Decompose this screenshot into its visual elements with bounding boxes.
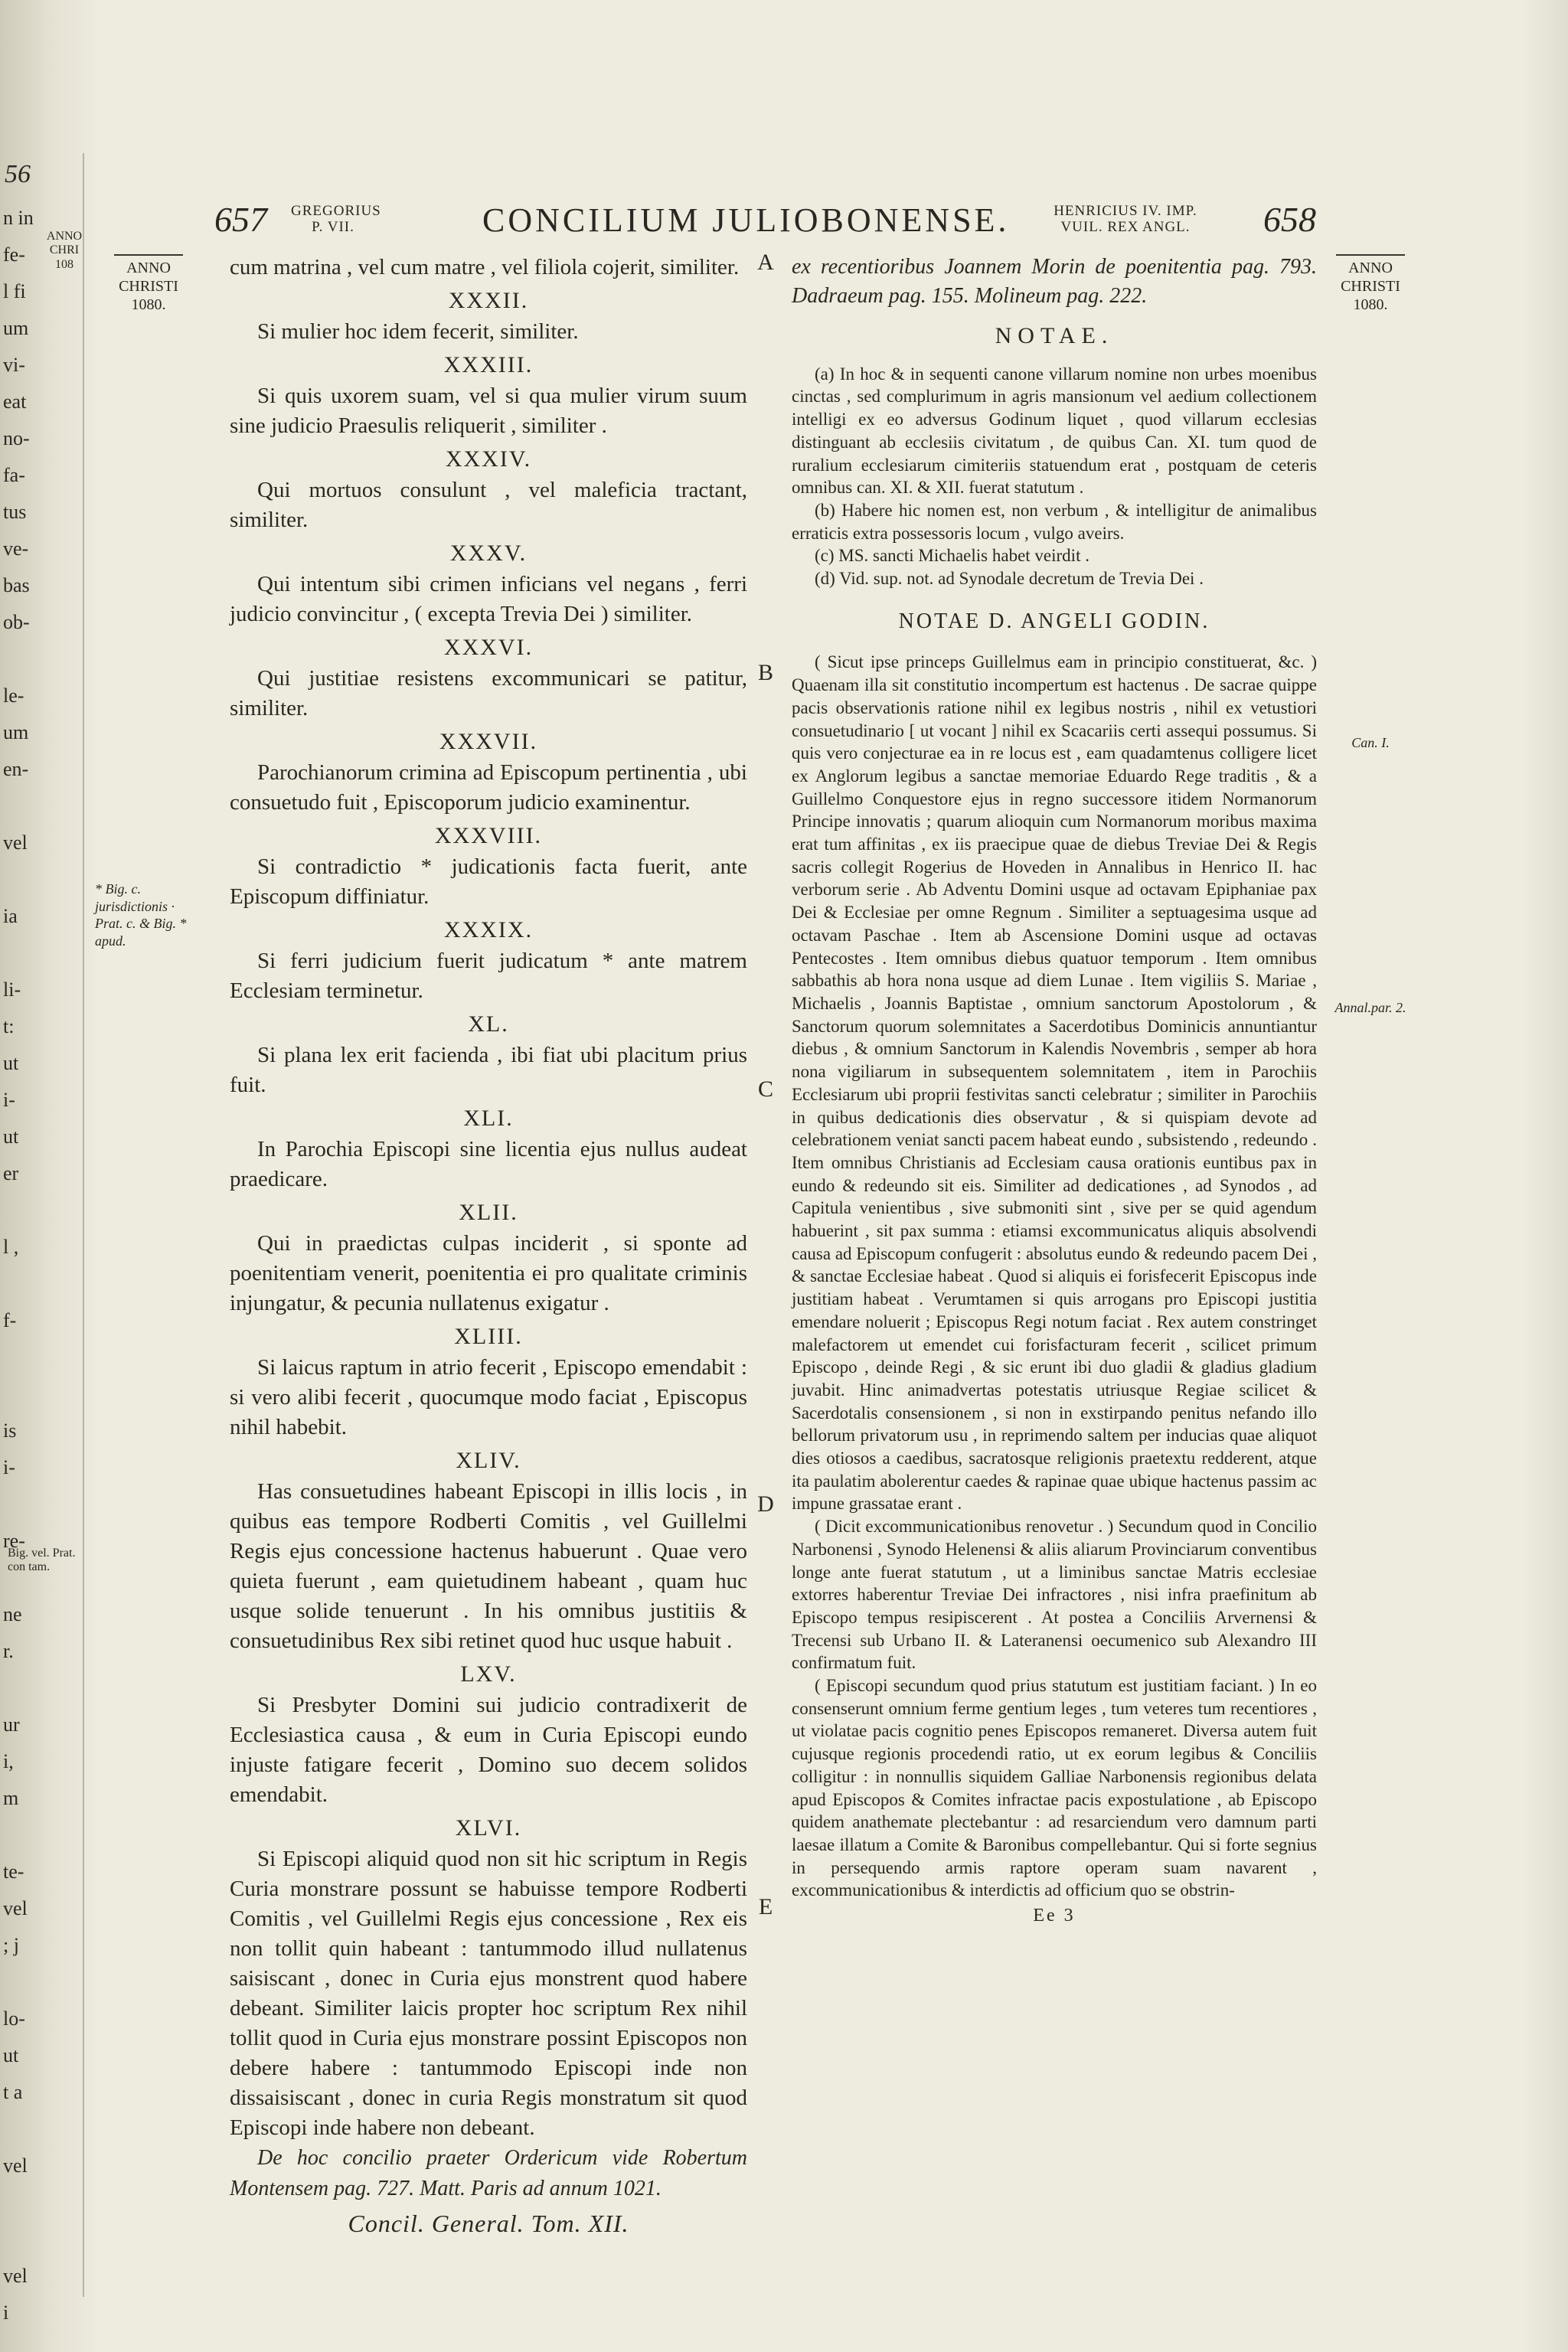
previous-page-line: ve- (3, 537, 29, 560)
section-letter-d: D (757, 1491, 774, 1517)
godin-paragraph: ( Dicit excommunicationibus renovetur . ) Secundum quod in Concilio Narbonensi , Synodo Helenensi & aliis aliarum Provinciarum conventibus longe ante fuerat statutum , ut a liminibus sanctae Matris ecclesiae extorres haberentur Treviae Dei infractores , nisi infra praefinitum ab Episcopo tempus resipiscerent . At postea a Conciliis Arvernensi & Trecensi sub Urbano II. & Lateranensi oecumenico sub Alexandro III confirmatum fuit. (792, 1517, 1317, 1673)
canon-text: Si mulier hoc idem fecerit, similiter. (257, 319, 579, 344)
left-column (230, 253, 747, 2305)
previous-page-line: t a (3, 2081, 23, 2103)
section-letter-e: E (758, 1894, 773, 1919)
margin-rule (1336, 254, 1405, 256)
previous-page-line: l , (3, 1236, 19, 1258)
left-margin-year (95, 254, 202, 314)
section-letter-c: C (757, 1076, 773, 1102)
previous-page-line: te- (3, 1860, 24, 1883)
left-margin-footnote: * Big. c. jurisdictionis · Prat. c. & Big. * apud. (95, 881, 187, 949)
section-letter-b: B (757, 660, 773, 685)
left-footer-note: De hoc concilio praeter Ordericum vide Robertum Montensem pag. 727. Matt. Paris ad annum 1021. (230, 2146, 747, 2200)
nota-item: (d) Vid. sup. not. ad Synodale decretum de Trevia Dei . (815, 569, 1204, 589)
right-page-number: 658 (1263, 200, 1316, 239)
previous-page-line: vi- (3, 354, 25, 376)
canon-number: XLII. (459, 1200, 518, 1225)
right-intro: ex recentioribus Joannem Morin de poenitentia pag. 793. Dadraeum pag. 155. Molineum pag. 222. (792, 255, 1317, 308)
nota-item: (a) In hoc & in sequenti canone villarum nomine non urbes moenibus cinctas , sed complurimum in agris mansionum vel aedium collectionem intelligi ex eo adversus Godinum liquet , quod villarum ecclesias distinguant ab ecclesiis civitatum , de quibus Can. XI. tum quod de ruralium ecclesiarum cimiteriis statuendum erat , postquam de ceteris omnibus can. XI. & XII. fuerat statutum . (792, 364, 1317, 498)
right-margin-year (1325, 254, 1416, 314)
previous-page-line: i (3, 2301, 9, 2324)
previous-page-line: li- (3, 978, 21, 1001)
previous-page-line: t: (3, 1015, 15, 1037)
previous-page-line: no- (3, 427, 30, 449)
canon-text: Has consuetudines habeant Episcopi in illis locis , in quibus eas tempore Rodberti Comitis , vel Guillelmi Regis ejus concessione hactenus habuerunt . Quae vero quieta fuerunt , eam quietudinem habeant , quam huc usque solide tenuerunt . In his omnibus justitiis & consuetudinibus Rex sibi retinet quod huc usque habuit . (230, 1479, 747, 1653)
canon-number: XXXVI. (443, 635, 534, 660)
godin-notes (792, 651, 1317, 1902)
canon-text: Si quis uxorem suam, vel si qua mulier virum suum sine judicio Praesulis reliquerit , similiter . (230, 384, 747, 438)
canon-number: XXXVII. (439, 729, 538, 754)
nota-item: (c) MS. sancti Michaelis habet veirdit . (815, 546, 1089, 566)
previous-page-line: lo- (3, 2007, 25, 2030)
previous-page-line: le- (3, 684, 24, 707)
canon-list (230, 286, 747, 2143)
previous-page-edge (0, 153, 84, 2324)
previous-page-line: fa- (3, 464, 25, 486)
previous-page-margin-note: ANNO CHRI 108 (46, 230, 83, 271)
previous-page-line: bas (3, 574, 30, 596)
previous-page-line: f- (3, 1309, 17, 1331)
gathering-signature: Ee 3 (1033, 1906, 1076, 1926)
canon-number: XLI. (463, 1106, 514, 1131)
previous-page-line: fe- (3, 243, 25, 266)
left-page-number: 657 (214, 200, 267, 239)
canon-number: LXV. (460, 1661, 517, 1687)
running-header (214, 199, 1325, 245)
margin-anno: ANNO (126, 260, 171, 276)
previous-page-line: vel (3, 2265, 28, 2287)
canon-text: Qui justitiae resistens excommunicari se patitur, similiter. (230, 666, 747, 720)
previous-page-line: ne (3, 1603, 22, 1625)
previous-page-line: re- (3, 1530, 25, 1552)
previous-page-line: eat (3, 390, 27, 413)
canon-number: XXXVIII. (434, 823, 543, 848)
canon-text: Si plana lex erit facienda , ibi fiat ubi placitum prius fuit. (230, 1043, 747, 1097)
previous-page-line: ut (3, 1052, 19, 1074)
canon-number: XXXIV. (445, 446, 532, 472)
canon-text: Qui in praedictas culpas inciderit , si sponte ad poenitentiam venerit, poenitentia ei pro qualitate criminis injungatur, & pecunia nullatenus exigatur . (230, 1231, 747, 1315)
godin-paragraph: ( Sicut ipse princeps Guillelmus eam in principio constituerat, &c. ) Quaenam illa sit constitutio incompertum est hactenus . De sacrae quippe pacis observationis ratione nihil ex legibus nostris , nihil ex vetustiori consuetudinario [ ut vocant ] nihil ex Scacariis certi assequi possumus. Si quis vero conjecturae ea in re locus est , eam quadamtenus colligere licet ex Anglorum legibus a sanctae memoriae Eduardo Rege traditis , & a Guillelmo Conquestore ejus in regno successore itidem Normanorum Principe innovatis ; quarum alioquin cum Normanorum moribus maxima erat tum affinitas , ex iis praecipue quae de diebus Treviae Dei & Regis sacris collegit Rogerius de Hoveden in Annalibus in Henrico II. hac verborum serie . Ab Adventu Domini usque ad octavam Epiphaniae pax Dei & Ecclesiae per omne Regnum . Similiter a septuagesima usque ad octavam Paschae . Item ab Ascensione Domini usque ad octavas Pentecostes . Item omnibus diebus quatuor temporum . Item omnibus sabbathis ab hora nona usque ad diem Lunae . Item vigiliis S. Mariae , Michaelis , Joannis Baptistae , omnium sanctorum Apostolorum , & Sanctorum quorum solemnitates a Sacerdotibus Dominicis annuntiantur diebus , & omnium Sanctorum in Kalendis Novembris , semper ab hora nona vigiliarum in subsequentem solemnitatem , item in Parochiis Ecclesiarum ubi proprii festivitas sancti celebratur ; similiter in Parochiis in quibus dedicationis dies observatur , & si quispiam devote ad celebrationem veniat sancti pacem habeat eundo , subsistendo , redeundo . Item omnibus Christianis ad Ecclesiam causa orationis euntibus pax in eundo & redeundo sit eis. Similiter ad dedicationes , ad Synodos , ad Capitula venientibus , sive submoniti sint , sive per se quid agendum habuerint , sit pax summa : etiamsi excommunicatus aliquis absolvendi causa ad Episcopum confugerit : absolutus eundo & redeundo pacem Dei , & sanctae Ecclesiae habeat . Quod si aliquis ei forisfecerit Episcopus inde justitiam habeat . Verumtamen si quis arrogans pro Episcopi justitia emendare noluerit ; Episcopus Regi notum faciat . Rex autem constringet malefactorem ut emendet cui forisfacturam fecerit , scilicet primum Episcopo , deinde Regi , & sic erunt ibi duo gladii & gladius gladium juvabit. Hinc animadvertas potestatis utriusque Regiae scilicet & Sacerdotalis consensionem , si non in exstirpando penitus nefando illo bellorum privatorum usu , in reprimendo saltem per inducias quae aliquot dies otiosos a caedibus, sacratosque religionis praetextu redderent, atque ita paulatim abolerentur caedes & rapinae quae ubique hactenus passim ac impune grassatae erant . (792, 652, 1317, 1514)
canon-text: Si contradictio * judicationis facta fuerit, ante Episcopum diffiniatur. (230, 854, 747, 909)
section-letter-a: A (757, 250, 774, 275)
previous-page-line: vel (3, 831, 28, 854)
notae-list (792, 363, 1317, 590)
previous-page-line: en- (3, 758, 29, 780)
previous-page-line: m (3, 1787, 19, 1809)
margin-rule (114, 254, 183, 256)
header-title: CONCILIUM JULIOBONENSE. (482, 201, 1010, 239)
previous-page-line: ur (3, 1713, 20, 1736)
margin-anno: ANNO (1348, 260, 1393, 276)
previous-page-line: is (3, 1419, 17, 1442)
canon-text: In Parochia Episcopi sine licentia ejus nullus audeat praedicare. (230, 1137, 747, 1191)
right-margin-note-1: Can. I. (1351, 735, 1390, 750)
canon-text: Si laicus raptum in atrio fecerit , Episcopo emendabit : si vero alibi fecerit , quocumque modo faciat , Episcopus nihil habebit. (230, 1355, 747, 1439)
previous-page-line: r. (3, 1640, 14, 1662)
previous-page-line: er (3, 1162, 19, 1184)
previous-page-line: ut (3, 2044, 19, 2066)
canon-text: Parochianorum crimina ad Episcopum pertinentia , ubi consuetudo fuit , Episcoporum judicio examinentur. (230, 760, 747, 815)
previous-page-line: ob- (3, 611, 30, 633)
left-intro: cum matrina , vel cum matre , vel filiola cojerit, similiter. (230, 255, 740, 279)
canon-text: Si Episcopi aliquid quod non sit hic scriptum in Regis Curia monstrare possunt se habuisse tempore Rodberti Comitis , vel Guillelmi Regis ejus concessione , Rex eis non tollit quin habeant : tantummodo illud nullatenus saisiscant , donec in Curia ejus monstrent quod habere debeant. Similiter laicis propter hoc scriptum Rex nihil tollit quod in Curia ejus monstrare possint Episcopos non debere habere : tantummodo Episcopi inde non dissaisiscant , donec in curia Regis monstratum sit quod Episcopi inde habere non debeant. (230, 1847, 747, 2140)
previous-page-number: 56 (5, 160, 31, 188)
previous-page-line: i- (3, 1089, 15, 1111)
notae-heading: NOTAE. (995, 323, 1114, 348)
previous-page-line: um (3, 317, 29, 339)
volume-signature: Concil. General. Tom. XII. (348, 2210, 629, 2237)
margin-christi: CHRISTI (1341, 278, 1400, 295)
previous-page-line: ; j (3, 1934, 19, 1956)
godin-heading: NOTAE D. ANGELI GODIN. (898, 609, 1210, 633)
canon-text: Qui intentum sibi crimen inficians vel negans , ferri judicio convincitur , ( excepta Trevia Dei ) similiter. (230, 572, 747, 626)
previous-page-line: tus (3, 501, 27, 523)
margin-year: 1080. (1353, 296, 1388, 313)
nota-item: (b) Habere hic nomen est, non verbum , & intelligitur de animalibus erraticis extra possessoris locum , vulgo aveirs. (792, 500, 1317, 543)
right-margin-note-2: Annal.par. 2. (1334, 1000, 1406, 1015)
previous-page-line: l fi (3, 280, 26, 302)
canon-number: XXXV. (449, 541, 528, 566)
canon-number: XXXIII. (443, 352, 534, 377)
canon-text: Si ferri judicium fuerit judicatum * ante matrem Ecclesiam terminetur. (230, 949, 747, 1003)
previous-page-line: n in (3, 207, 34, 229)
canon-number: XXXIX. (443, 917, 534, 942)
godin-paragraph: ( Episcopi secundum quod prius statutum est justitiam faciant. ) In eo consenserunt omnium ferme gentium leges , tum veteres tum recentiores , ut violatae pacis cognitio penes Episcopos remaneret. Diversa autem fuit cujusque regionis procedendi ratio, ut ex eorum legibus & Conciliis colligitur : in nonnullis siquidem Galliae Narbonensis regionibus delata apud Episcopos & Comites infractae pacis expostulatione , ab Episcopo quidem anathemate plectebantur : ad resarciendum vero damnum parti laesae illatum a Comite & Baronibus compellebantur. Qui si forte segnius in persequendo armis raptore operam suam navarent , excommunicationibus & interdictis ad officium quo se obstrin- (792, 1676, 1317, 1900)
canon-number: XL. (468, 1011, 509, 1037)
margin-year: 1080. (131, 296, 166, 313)
canon-text: Si Presbyter Domini sui judicio contradixerit de Ecclesiastica causa , & eum in Curia Episcopi eundo injuste fatigare fecerit , Domino suo decem solidos emendabit. (230, 1693, 747, 1807)
previous-page-line: i- (3, 1456, 15, 1478)
previous-page-line: vel (3, 1897, 28, 1919)
canon-number: XXXII. (448, 288, 529, 313)
canon-number: XLIII. (454, 1324, 523, 1349)
previous-page-line: um (3, 721, 29, 743)
previous-page-line: ut (3, 1125, 19, 1148)
right-column (792, 253, 1317, 2305)
canon-text: Qui mortuos consulunt , vel maleficia tractant, similiter. (230, 478, 747, 532)
previous-page-side-note: Big. vel. Prat. con tam. (8, 1547, 76, 1574)
header-left-small: GREGORIUS P. VII. (291, 203, 381, 235)
previous-page-line: ia (3, 905, 18, 927)
previous-page-line: i, (3, 1750, 14, 1772)
margin-christi: CHRISTI (119, 278, 178, 295)
header-right-small: HENRICIUS IV. IMP. VUIL. REX ANGL. (1054, 203, 1197, 235)
canon-number: XLIV. (456, 1448, 521, 1473)
canon-number: XLVI. (455, 1815, 522, 1841)
previous-page-line: vel (3, 2154, 28, 2177)
